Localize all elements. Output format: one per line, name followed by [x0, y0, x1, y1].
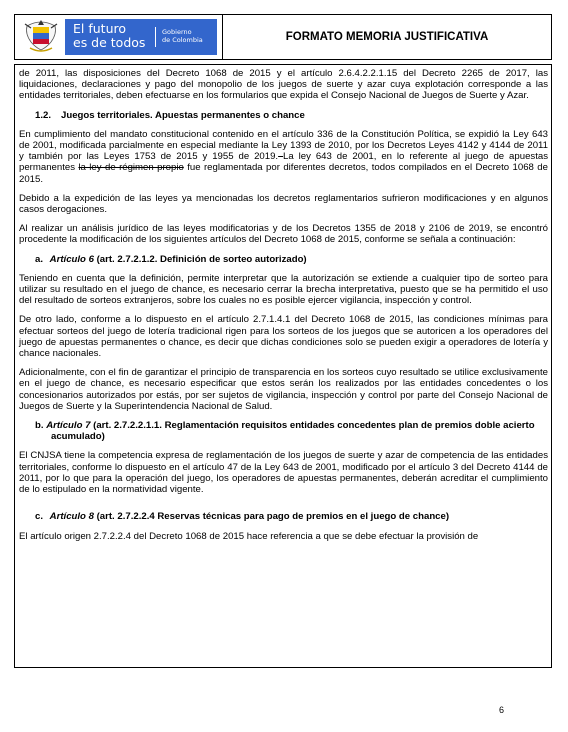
- subsection-letter: b.: [35, 420, 44, 432]
- paragraph: [19, 129, 548, 185]
- paragraph: De otro lado, conforme a lo dispuesto en el artículo 2.7.1.4.1 del Decreto 1068 de 2015, las condiciones mínimas para efectuar sorteos del juego de lotería tradicional rigen para los sorteos de los juegos que se autoricen a los operadores del juego de apuestas permanentes o chance, es decir que dichas condiciones solo se pueden exigir a operadores de lotería y chance nacionales.: [19, 314, 548, 360]
- paragraph: Debido a la expedición de las leyes ya mencionadas los decretos reglamentarios sufrieron modificaciones y en algunos casos derogaciones.: [19, 192, 548, 216]
- article-name: Artículo 7: [46, 420, 91, 432]
- text-run: En cumplimiento del mandato constitucional contenido en el artículo 336 de la Constitución Política, se expidió la Ley 643 de 2001, modificada parcialmente en especial mediante la Ley 1393 de 2010, por los Decretos Leyes 4142 y 4144 de 2011 y también por las Leyes 1753 de 2015 y 1955 de 2019.: [19, 128, 548, 163]
- brand-divider: [155, 27, 156, 47]
- section-number: 1.2.: [35, 109, 52, 121]
- text-run: La ley 643 de 2001, en lo referente al juego de apuestas permanentes: [19, 151, 548, 174]
- paragraph: Teniendo en cuenta que la definición, permite interpretar que la autorización se extiende a cualquier tipo de sorteo para utilizar su resultado en el juego de chance, es necesario cerrar la brecha interpretativa, puesto que se ha permitido el uso del resultado de sorteos extranjeros, sobre los cuales no es posible ejercer vigilancia, inspección y control.: [19, 272, 548, 307]
- article-description: (art. 2.7.2.2.1.1. Reglamentación requisitos entidades concedentes plan de premios doble acierto acumulado): [51, 420, 535, 443]
- text-run: fue reglamentada por diferentes decretos, todos compilados en el Decreto 1068 de 2015.: [19, 162, 548, 185]
- article-description: (art. 2.7.2.2.4 Reservas técnicas para pago de premios en el juego de chance): [93, 511, 450, 523]
- colombia-crest-icon: [23, 20, 59, 54]
- subsection-letter: a.: [35, 253, 44, 265]
- paragraph: Al realizar un análisis jurídico de las leyes modificatorias y de los Decretos 1355 de 2018 y 2106 de 2019, se encontró procedente la modificación de los siguientes artículos del Decreto 1068 de 2015, conforme se señala a continuación:: [19, 223, 548, 246]
- document-title: FORMATO MEMORIA JUSTIFICATIVA: [285, 31, 489, 43]
- paragraph: Adicionalmente, con el fin de garantizar el principio de transparencia en los sorteos cuyo resultado se utilice exclusivamente en el juego de chance, es necesario especificar que estos serán los realizados por las entidades concedentes o los concesionarios autorizados por estás, por ser sujetos de vigilancia, inspección y control por parte del Consejo Nacional de Juegos de Suerte y la Superintendencia Nacional de Salud.: [19, 367, 548, 412]
- document-header: [14, 14, 552, 60]
- logo-cell: [15, 15, 223, 59]
- section-title: Juegos territoriales. Apuestas permanentes o chance: [61, 109, 305, 121]
- article-name: Artículo 6: [49, 253, 94, 265]
- paragraph: de 2011, las disposiciones del Decreto 1068 de 2015 y el artículo 2.6.4.2.2.1.15 del Decreto 2265 de 2017, las liquidaciones, declaraciones y pago del monopolio de los juegos de suerte y azar cuya explotación corresponde a las entidades territoriales, deben efectuarse en los formularios que expida el Consejo Nacional de Juegos de Suerte y Azar.: [19, 68, 548, 102]
- paragraph: El CNJSA tiene la competencia expresa de reglamentación de los juegos de suerte y azar de competencia de las entidades territoriales, conforme lo dispuesto en el artículo 47 de la Ley 643 de 2001, modificado por el artículo 3 del Decreto 4144 de 2011, por lo que para la operación del juego, los operadores de apuestas permanentes, deberán acreditar el cumplimiento de lo estipulado en la normatividad vigente.: [19, 450, 548, 496]
- section-heading-1-2: [19, 110, 548, 121]
- brand-banner: [65, 19, 217, 55]
- page-number: 6: [499, 705, 505, 715]
- article-description: (art. 2.7.2.1.2. Definición de sorteo autorizado): [93, 253, 307, 265]
- paragraph: El artículo origen 2.7.2.2.4 del Decreto 1068 de 2015 hace referencia a que se debe efectuar la provisión de: [19, 530, 479, 542]
- article-name: Artículo 8: [49, 511, 94, 523]
- subsection-heading-c: [19, 511, 548, 522]
- brand-slogan: El futuro es de todos: [73, 21, 146, 50]
- struck-text: la ley de régimen propio: [78, 162, 184, 174]
- document-body: [14, 64, 552, 668]
- subsection-letter: c.: [35, 511, 44, 523]
- brand-government: Gobierno de Colombia: [162, 28, 203, 44]
- spacer: [19, 503, 548, 511]
- subsection-heading-b: [19, 420, 548, 442]
- subsection-heading-a: [19, 254, 548, 265]
